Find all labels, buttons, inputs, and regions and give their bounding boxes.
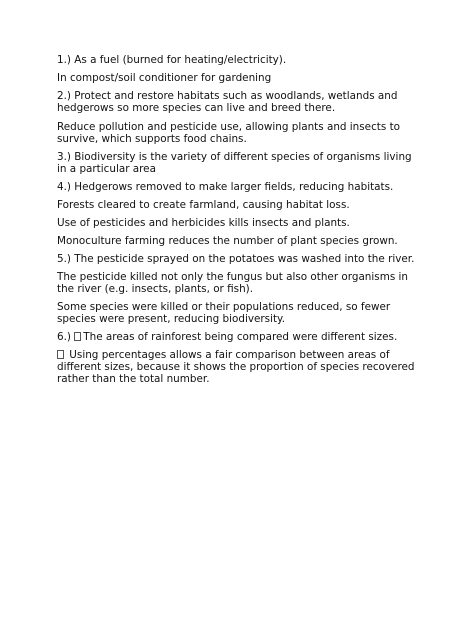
answer-line-3: 2.) Protect and restore habitats such as woodlands, wetlands and hedgerows so more species can live and breed there. xyxy=(57,90,398,114)
missing-glyph-icon xyxy=(74,332,81,341)
answer-line-2: In compost/soil conditioner for gardening xyxy=(57,72,272,84)
answer-line-13 xyxy=(57,331,417,343)
answer-line-12: Some species were killed or their populations reduced, so fewer species were present, reducing biodiversity. xyxy=(57,301,391,325)
missing-glyph-icon xyxy=(57,350,64,359)
answer-line-14 xyxy=(57,349,417,385)
answer-line-1: 1.) As a fuel (burned for heating/electricity). xyxy=(57,54,287,66)
answer-line-13-text: The areas of rainforest being compared were different sizes. xyxy=(83,331,398,343)
answer-line-8: Use of pesticides and herbicides kills insects and plants. xyxy=(57,217,350,229)
answer-line-4: Reduce pollution and pesticide use, allowing plants and insects to survive, which supports food chains. xyxy=(57,121,401,145)
answer-line-9: Monoculture farming reduces the number of plant species grown. xyxy=(57,235,398,247)
answer-prefix: 6.) xyxy=(57,331,75,343)
answer-line-7: Forests cleared to create farmland, causing habitat loss. xyxy=(57,199,350,211)
answer-line-11: The pesticide killed not only the fungus but also other organisms in the river (e.g. insects, plants, or fish). xyxy=(57,271,409,295)
answer-line-14-text: Using percentages allows a fair comparison between areas of different sizes, because it shows the proportion of species recovered rather than the total number. xyxy=(57,349,415,385)
answer-line-10: 5.) The pesticide sprayed on the potatoes was washed into the river. xyxy=(57,253,415,265)
answer-line-6: 4.) Hedgerows removed to make larger fields, reducing habitats. xyxy=(57,181,394,193)
answer-line-5: 3.) Biodiversity is the variety of different species of organisms living in a particular area xyxy=(57,151,412,175)
